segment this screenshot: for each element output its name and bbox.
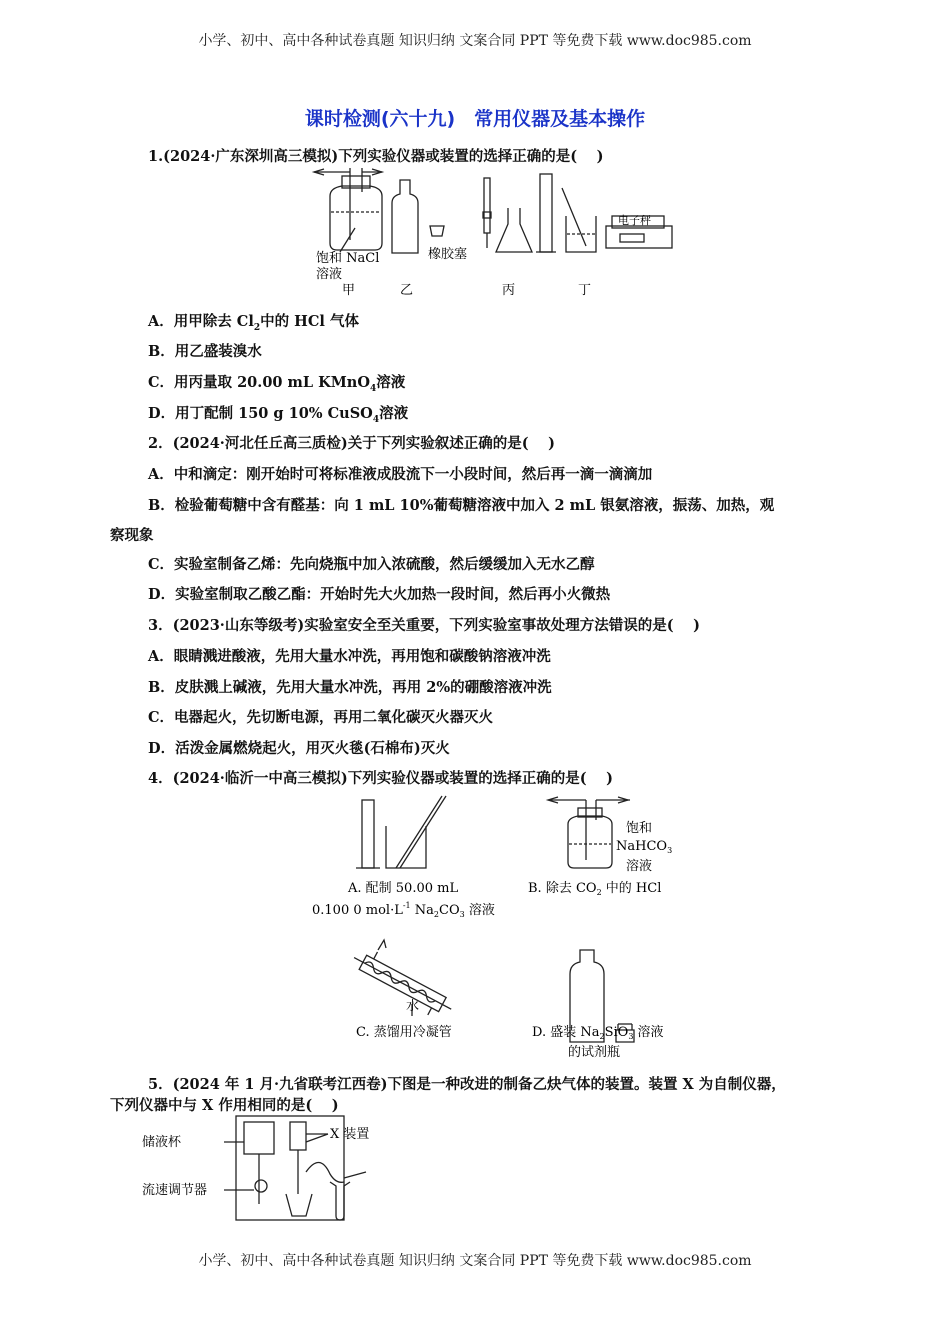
page-header: 小学、初中、高中各种试卷真题 知识归纳 文案合同 PPT 等免费下载 www.doc985.com	[198, 33, 752, 49]
question-2-stem: 2．(2024·河北任丘高三质检)关于下列实验叙述正确的是( )	[148, 435, 555, 452]
q1-label-yi: 乙	[400, 283, 414, 298]
q3-option-b: B．皮肤溅上碱液，先用大量水冲洗，再用 2%的硼酸溶液冲洗	[148, 679, 552, 696]
q4-solution-label: 溶液	[626, 859, 653, 874]
q1-option-b: B．用乙盛装溴水	[148, 343, 262, 360]
q2-option-b-cont: 察现象	[110, 527, 154, 544]
q3-option-c: C．电器起火，先切断电源，再用二氧化碳灭火器灭火	[148, 709, 494, 726]
q1-label-jia: 甲	[342, 283, 356, 298]
q4-figure-a-label: A. 配制 50.00 mL	[348, 881, 459, 896]
q2-option-c: C．实验室制备乙烯：先向烧瓶中加入浓硫酸，然后缓缓加入无水乙醇	[148, 556, 595, 573]
q2-option-a: A．中和滴定：刚开始时可将标准液成股流下一小段时间，然后再一滴一滴滴加	[148, 466, 653, 483]
page-title: 课时检测(六十九) 常用仪器及基本操作	[304, 108, 646, 130]
q4-saturated-label: 饱和	[626, 821, 653, 836]
q4-figure-b-label: B. 除去 $CO_2$ 中的 HCl	[528, 881, 662, 897]
q1-option-a: A．用甲除去 $Cl_2$中的 HCl 气体	[148, 313, 359, 333]
q4-figure-a-label-2: 0.100 0 $mol\cdot L^{-1}$ $Na_2CO_3$ 溶液	[312, 901, 495, 919]
q1-scale-label: 电子秤	[618, 214, 651, 227]
question-5-stem-cont: 下列仪器中与 X 作用相同的是( )	[110, 1097, 339, 1114]
q4-figure-d-label: D. 盛装 $Na_2SiO_3$ 溶液	[532, 1025, 664, 1041]
q1-apparatus-figure	[300, 168, 690, 298]
q1-label-bing: 丙	[502, 283, 516, 298]
q5-x-device-label: X 装置	[330, 1127, 370, 1142]
question-5-stem: 5．(2024 年 1 月·九省联考江西卷)下图是一种改进的制备乙炔气体的装置。装置 X 为自制仪器，	[148, 1076, 786, 1093]
q5-regulator-label: 流速调节器	[142, 1183, 208, 1198]
page-footer: 小学、初中、高中各种试卷真题 知识归纳 文案合同 PPT 等免费下载 www.doc985.com	[198, 1253, 752, 1269]
question-3-stem: 3．(2023·山东等级考)实验室安全至关重要，下列实验室事故处理方法错误的是( )	[148, 617, 700, 634]
q4-apparatus-figure	[300, 792, 690, 1062]
q4-water-label: 水	[406, 999, 420, 1014]
q4-figure-c-label: C. 蒸馏用冷凝管	[356, 1025, 452, 1040]
q3-option-a: A．眼睛溅进酸液，先用大量水冲洗，再用饱和碳酸钠溶液冲洗	[148, 648, 551, 665]
q4-nahco3-label: NaHCO$_3$	[616, 839, 673, 855]
question-4-stem: 4．(2024·临沂一中高三模拟)下列实验仪器或装置的选择正确的是( )	[148, 770, 613, 787]
q5-apparatus-figure	[140, 1112, 380, 1224]
q2-option-b: B．检验葡萄糖中含有醛基：向 1 mL 10%葡萄糖溶液中加入 2 mL 银氨溶液，振荡、加热，观	[148, 497, 775, 514]
q1-nacl-label-2: 溶液	[316, 267, 343, 282]
question-1-stem: 1.(2024·广东深圳高三模拟)下列实验仪器或装置的选择正确的是( )	[148, 148, 604, 165]
q2-option-d: D．实验室制取乙酸乙酯：开始时先大火加热一段时间，然后再小火微热	[148, 586, 611, 603]
q5-cup-label: 储液杯	[142, 1135, 182, 1150]
q4-figure-d-label-2: 的试剂瓶	[568, 1045, 621, 1060]
q3-option-d: D．活泼金属燃烧起火，用灭火毯(石棉布)灭火	[148, 740, 450, 757]
q1-stopper-label: 橡胶塞	[428, 247, 468, 262]
q1-nacl-label: 饱和 NaCl	[316, 251, 380, 266]
q1-option-d: D．用丁配制 150 g 10% CuSO$_4$溶液	[148, 405, 409, 425]
q1-option-c: C．用丙量取 20.00 mL KMnO$_4$溶液	[148, 374, 406, 394]
q1-label-ding: 丁	[578, 283, 592, 298]
